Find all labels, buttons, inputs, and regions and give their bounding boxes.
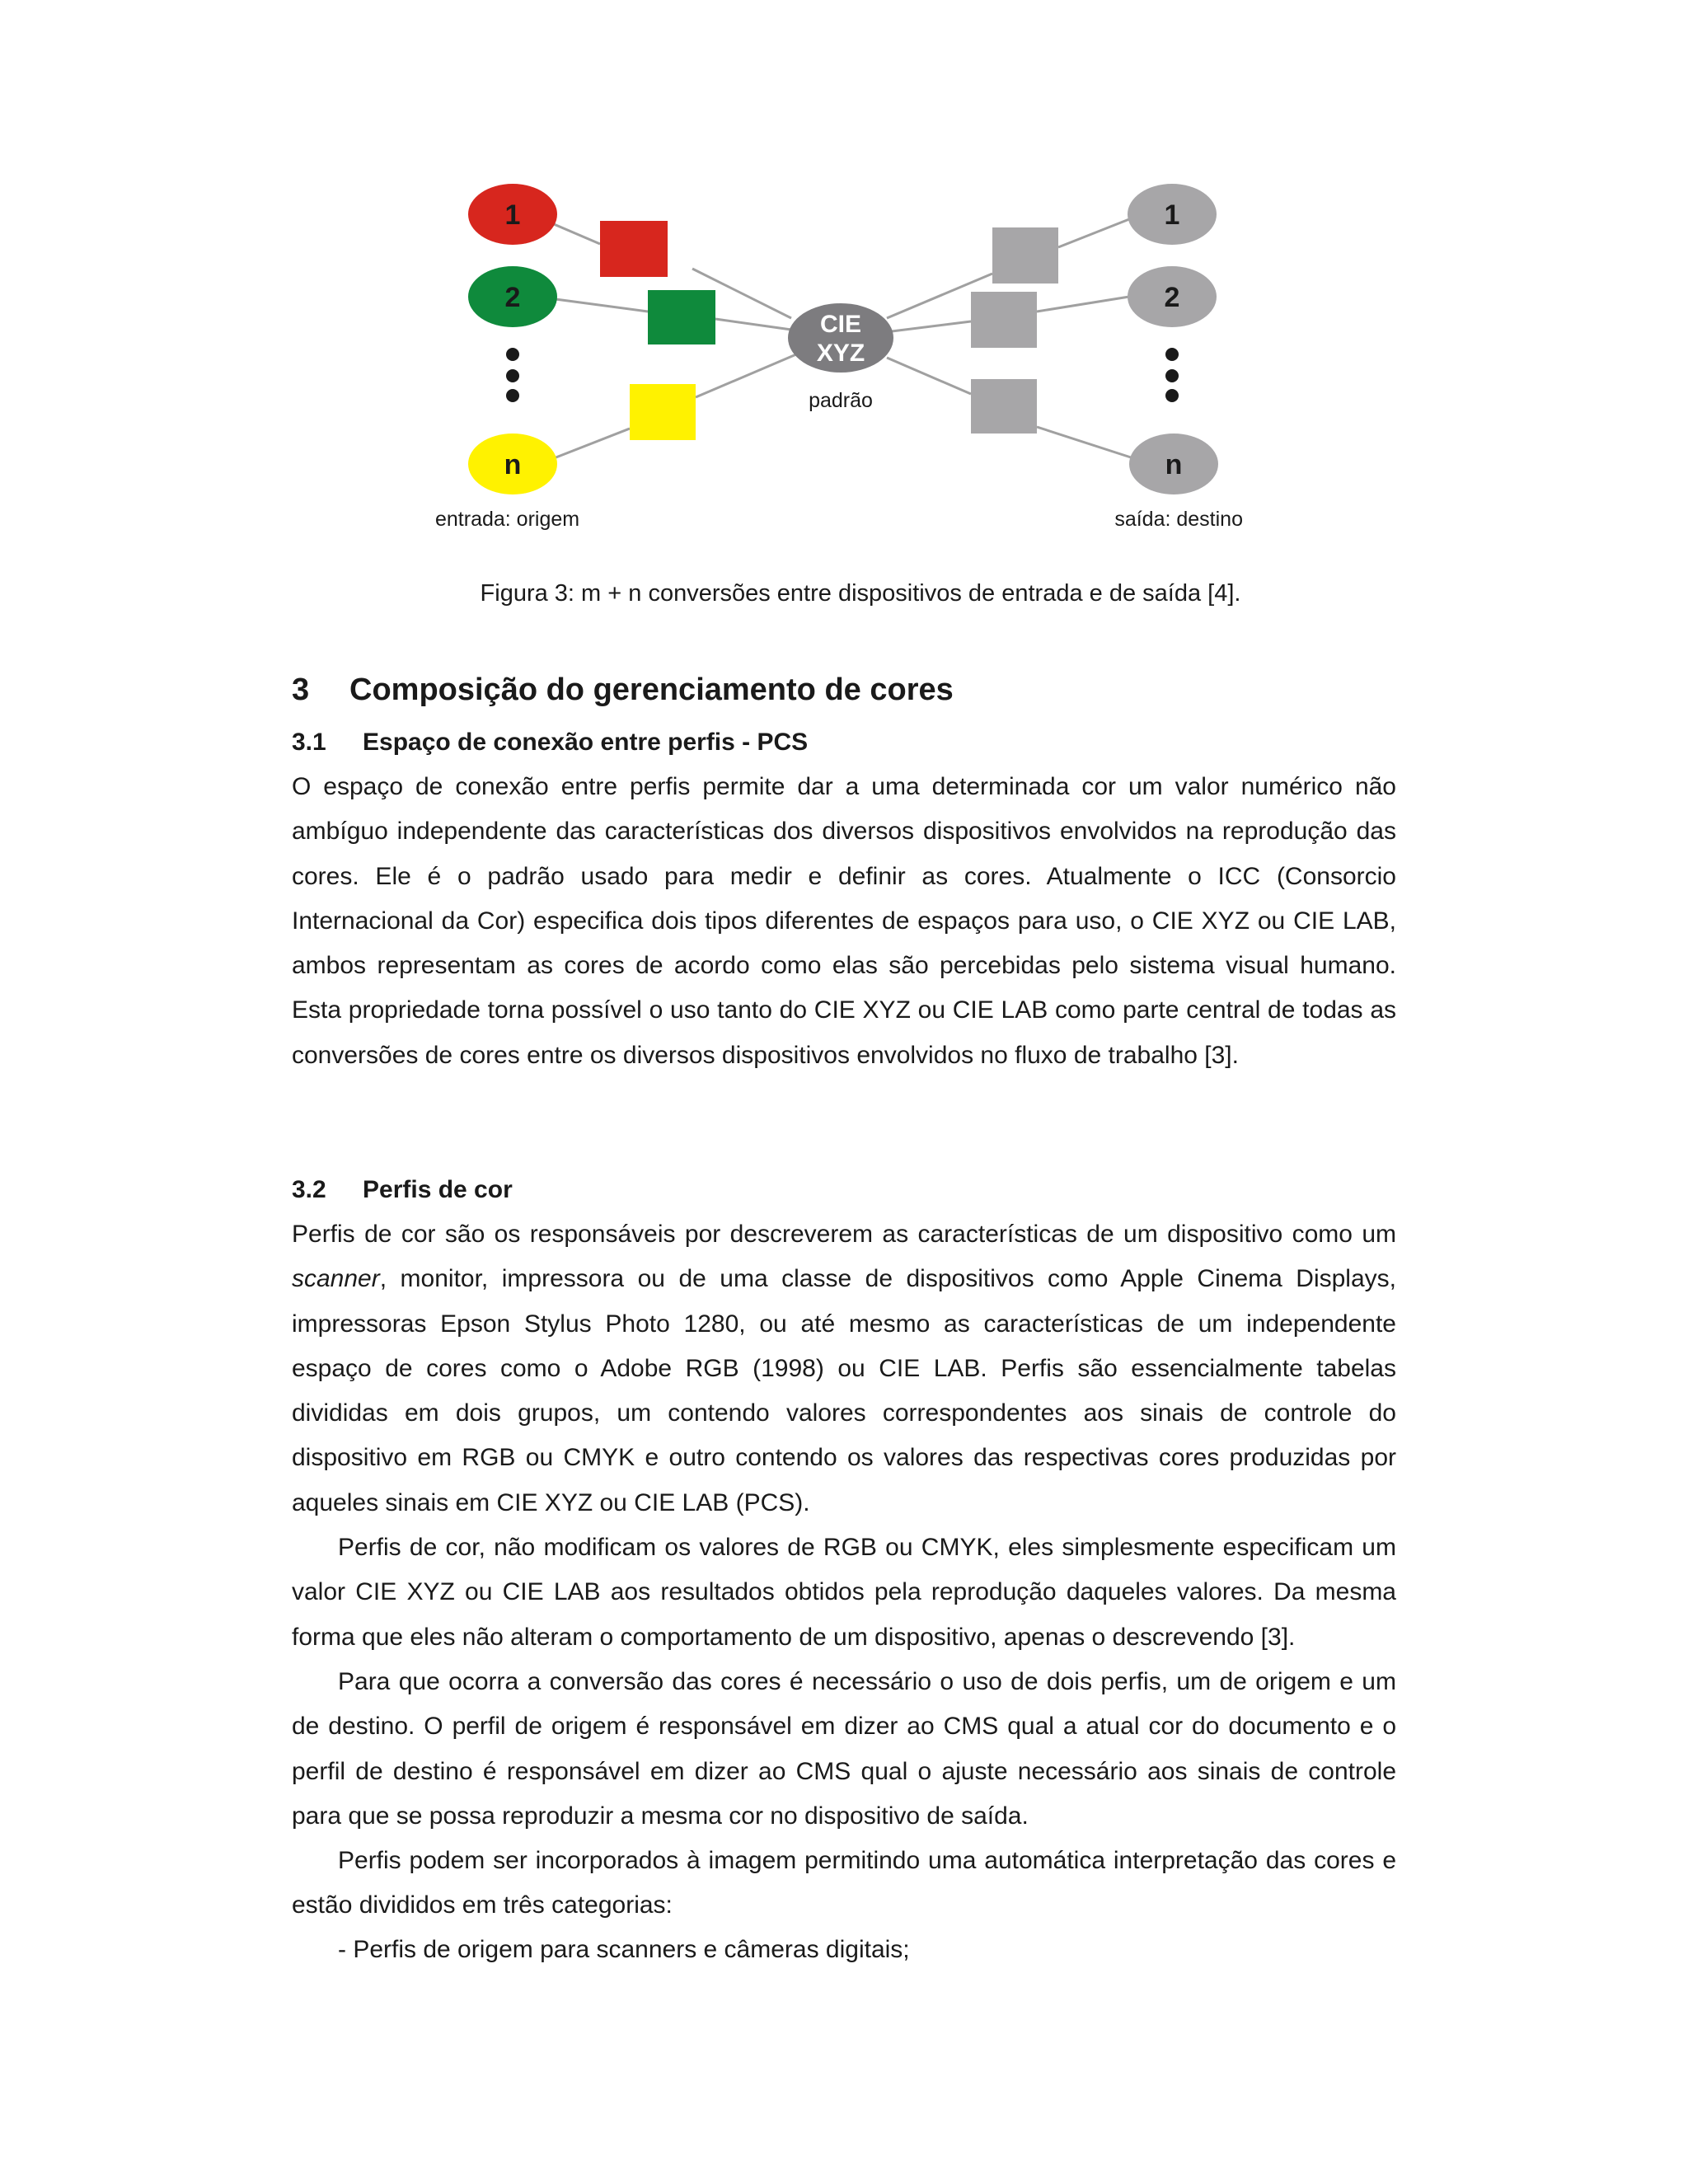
section-3-heading xyxy=(292,673,954,708)
input-node-2-label: 2 xyxy=(504,282,521,313)
section-3-1-title: Espaço de conexão entre perfis - PCS xyxy=(363,729,809,756)
p1-text-b: , monitor, impressora ou de uma classe de dispositivos como Apple Cinema Displays, impressoras Epson Stylus Photo 1280, ou até mesmo as características de um independente espaço de cores como o Adobe RGB (1998) ou CIE LAB. Perfis são essencialmente tabelas divididas em dois grupos, um contendo valores correspondentes aos sinais de controle do dispositivo em RGB ou CMYK e outro contendo os valores das respectivas cores produzidas por aqueles sinais em CIE XYZ ou CIE LAB (PCS). xyxy=(292,1265,1396,1516)
p1-italic-scanner: scanner xyxy=(292,1265,380,1293)
connector-in1-square xyxy=(554,224,600,244)
connector-center-square xyxy=(892,321,971,331)
connector-square-center xyxy=(696,354,796,397)
section-3-1-heading xyxy=(292,729,808,757)
input-node-n-label: n xyxy=(504,449,522,480)
input-profile-square-green xyxy=(648,290,715,344)
input-profile-square-red xyxy=(600,221,668,277)
input-profile-square-yellow xyxy=(630,384,696,440)
input-node-1-label: 1 xyxy=(504,199,521,231)
diagram-canvas xyxy=(0,0,1688,560)
output-profile-square-2 xyxy=(971,292,1037,348)
section-3-2-paragraph-3: Para que ocorra a conversão das cores é necessário o uso de dois perfis, um de origem e um de destino. O perfil de origem é responsável em dizer ao CMS qual a atual cor do documento e o perfil de destino é responsável em dizer ao CMS qual o ajuste necessário aos sinais de controle para que se possa reproduzir a mesma cor no dispositivo de saída. xyxy=(292,1668,1396,1830)
section-3-2-paragraph-4: Perfis podem ser incorporados à imagem permitindo uma automática interpretação das cores e estão divididos em três categorias: xyxy=(292,1847,1396,1919)
connector-center-square xyxy=(887,358,971,394)
cie-subtitle: padrão xyxy=(809,389,873,412)
connector-inn-square xyxy=(554,429,630,458)
figure-caption: Figura 3: m + n conversões entre dispositivos de entrada e de saída [4]. xyxy=(480,580,1241,607)
output-ellipsis-dots xyxy=(1165,348,1179,402)
section-3-1-paragraph: O espaço de conexão entre perfis permite dar a uma determinada cor um valor numérico não ambíguo independente das características dos diversos dispositivos envolvidos na reprodução das cores. Ele é o padrão usado para medir e definir as cores. Atualmente o ICC (Consorcio Internacional da Cor) especifica dois tipos diferentes de espaços para uso, o CIE XYZ ou CIE LAB, ambos representam as cores de acordo como elas são percebidas pelo sistema visual humano. Esta propriedade torna possível o uso tanto do CIE XYZ ou CIE LAB como parte central de todas as conversões de cores entre os diversos dispositivos envolvidos no fluxo de trabalho [3]. xyxy=(292,773,1396,1069)
section-3-2-paragraph-1 xyxy=(292,1212,1396,1526)
connector-square-outn xyxy=(1037,427,1131,457)
section-3-number: 3 xyxy=(292,673,310,707)
section-3-title: Composição do gerenciamento de cores xyxy=(349,673,954,707)
connector-square-center xyxy=(715,319,791,330)
output-caption: saída: destino xyxy=(1114,508,1243,531)
connector-square-out2 xyxy=(1037,297,1129,312)
connector-square-out1 xyxy=(1058,219,1129,247)
section-3-2-number: 3.2 xyxy=(292,1176,326,1203)
section-3-2-title: Perfis de cor xyxy=(363,1176,513,1203)
output-node-1-label: 1 xyxy=(1164,199,1180,231)
cie-label-line2: XYZ xyxy=(816,340,865,367)
connector-in2-square xyxy=(556,299,648,312)
section-3-1-number: 3.1 xyxy=(292,729,326,756)
bullet-item-1: - Perfis de origem para scanners e câmeras digitais; xyxy=(338,1936,910,1963)
output-profile-square-n xyxy=(971,379,1037,434)
output-node-2-label: 2 xyxy=(1164,282,1180,313)
section-3-2-paragraph-2: Perfis de cor, não modificam os valores de RGB ou CMYK, eles simplesmente especificam um valor CIE XYZ ou CIE LAB aos resultados obtidos pela reprodução daqueles valores. Da mesma forma que eles não alteram o comportamento de um dispositivo, apenas o descrevendo [3]. xyxy=(292,1534,1396,1651)
input-caption: entrada: origem xyxy=(435,508,580,531)
cie-label-line1: CIE xyxy=(819,311,862,338)
section-3-2-heading xyxy=(292,1176,513,1204)
input-ellipsis-dots xyxy=(506,348,519,402)
p1-text-a: Perfis de cor são os responsáveis por descreverem as características de um dispositivo como um xyxy=(292,1221,1396,1248)
output-node-n-label: n xyxy=(1165,449,1183,480)
output-profile-square-1 xyxy=(992,227,1058,284)
color-conversion-diagram xyxy=(0,0,1688,560)
